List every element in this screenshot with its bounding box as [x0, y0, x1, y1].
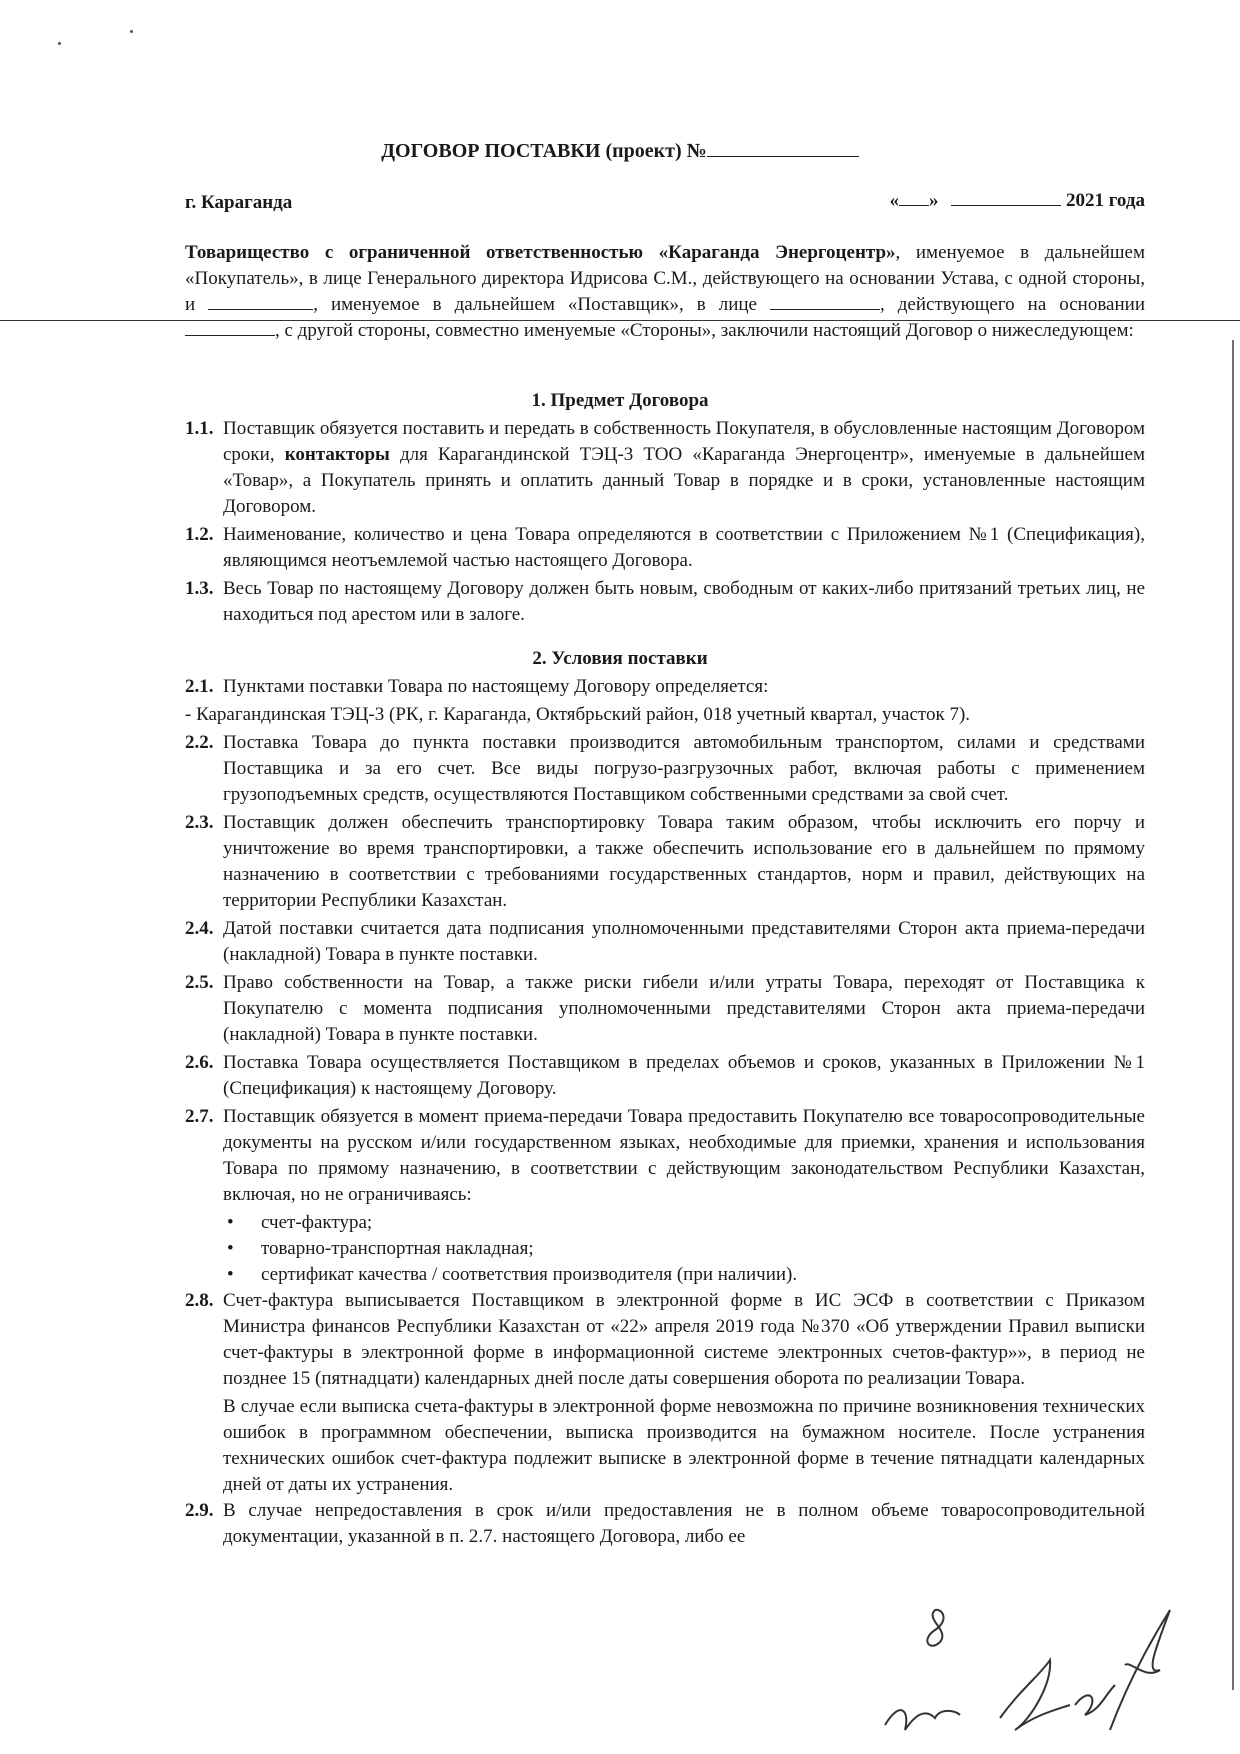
clause-text: Поставка Товара осуществляется Поставщиком в пределах объемов и сроков, указанных в Приложении №1 (Спецификация) к настоящему Договору. [223, 1052, 1145, 1099]
scan-horizontal-rule [0, 320, 1240, 321]
clause-number: 1.1. [185, 418, 214, 439]
section-1-items [185, 416, 1145, 630]
intro-part-4: , с другой стороны, совместно именуемые «Стороны», заключили настоящий Договор о нижеследующем: [275, 320, 1134, 341]
date-year: 2021 года [1066, 190, 1145, 211]
section-2-items [185, 674, 1145, 1552]
clause-number: 1.2. [185, 524, 214, 545]
clause-number: 1.3. [185, 578, 214, 599]
clause-text: Счет-фактура выписывается Поставщиком в электронной форме в ИС ЭСФ в соответствии с Приказом Министра финансов Республики Казахстан от «22» апреля 2019 года №370 «Об утверждении Правил выписки счет-фактуры в электронной форме в информационной системе электронных счетов-фактур»», в период не позднее 15 (пятнадцати) календарных дней после даты совершения оборота по реализации Товара. [223, 1290, 1145, 1389]
clause-2-8 [185, 1288, 1145, 1392]
list-item: • сертификат качества / соответствия производителя (при наличии). [227, 1262, 1145, 1288]
list-item: • товарно-транспортная накладная; [227, 1236, 1145, 1262]
clause-number: 2.2. [185, 732, 214, 753]
clause-number: 2.1. [185, 676, 214, 697]
clause-text-pre: Поставщик обязуется поставить и передать в собственность Покупателя, в обусловленные настоящим Договором сроки, [223, 418, 1145, 465]
document-title [0, 140, 1240, 163]
clause-1-3 [185, 576, 1145, 628]
clause-2-5 [185, 970, 1145, 1048]
intro-paragraph [185, 240, 1145, 344]
date-close-quote: » [929, 190, 939, 211]
day-blank [899, 190, 929, 206]
intro-part-2: , именуемое в дальнейшем «Поставщик», в лице [313, 294, 757, 315]
clause-1-2 [185, 522, 1145, 574]
contract-date [890, 190, 1145, 212]
documents-list [185, 1210, 1145, 1288]
section-1-heading: 1. Предмет Договора [531, 390, 709, 411]
clause-2-2 [185, 730, 1145, 808]
clause-text-post: для Карагандинской ТЭЦ-3 ТОО «Караганда Энергоцентр», именуемые в дальнейшем «Товар», а Покупатель принять и оплатить данный Товар в порядке и в сроки, установленные настоящим Договором. [223, 444, 1145, 517]
intro-part-1: , именуемое в дальнейшем «Покупатель», в лице Генерального директора Идрисова С.М., действующего на основании Устава, с одной стороны, и [185, 242, 1146, 315]
scan-edge-line [1232, 340, 1234, 1690]
list-item: • счет-фактура; [227, 1210, 1145, 1236]
clause-number: 2.3. [185, 812, 214, 833]
clause-2-7 [185, 1104, 1145, 1208]
scan-speck [130, 30, 133, 33]
supplier-basis-blank [185, 319, 275, 336]
handwritten-signatures [880, 1590, 1180, 1740]
clause-text: Поставщик должен обеспечить транспортировку Товара таким образом, чтобы исключить его порчу и уничтожение во время транспортировки, а также обеспечить использование его в дальнейшем по прямому назначению в соответствии с требованиями государственных стандартов, норм и правил, действующих на территории Республики Казахстан. [223, 812, 1145, 911]
clause-2-4 [185, 916, 1145, 968]
scan-speck [58, 42, 61, 45]
clause-1-1 [185, 416, 1145, 520]
supplier-representative-blank [770, 293, 880, 310]
clause-number: 2.4. [185, 918, 214, 939]
clause-text: Пунктами поставки Товара по настоящему Договору определяется: [223, 676, 769, 697]
clause-2-8-paragraph-2: В случае если выписка счета-фактуры в электронной форме невозможна по причине возникновения технических ошибок в программном обеспечении, выписка производится на бумажном носителе. После устранения технических ошибок счет-фактура подлежит выписке в электронной форме в течение пятнадцати календарных дней от даты их устранения. [223, 1396, 1145, 1495]
city: г. Караганда [185, 192, 293, 213]
contract-number-blank [707, 140, 859, 157]
clause-text: Поставка Товара до пункта поставки производится автомобильным транспортом, силами и средствами Поставщика и за его счет. Все виды погрузо-разгрузочных работ, включая работы с применением грузоподъемных средств, осуществляются Поставщиком собственными средствами за свой счет. [223, 732, 1145, 805]
clause-number: 2.7. [185, 1106, 214, 1127]
clause-text: В случае непредоставления в срок и/или предоставления не в полном объеме товаросопроводительной документации, указанной в п. 2.7. настоящего Договора, либо ее [223, 1500, 1145, 1547]
delivery-point [185, 702, 1145, 728]
clause-text: Датой поставки считается дата подписания уполномоченными представителями Сторон акта приема-передачи (накладной) Товара в пункте поставки. [223, 918, 1145, 965]
clause-text: Наименование, количество и цена Товара определяются в соответствии с Приложением №1 (Спецификация), являющимся неотъемлемой частью настоящего Договора. [223, 524, 1145, 571]
date-open-quote: « [889, 190, 900, 211]
clause-number: 2.8. [185, 1290, 214, 1311]
intro-part-3: , действующего на основании [879, 294, 1145, 315]
delivery-point-text: - Карагандинская ТЭЦ-3 (РК, г. Караганда, Октябрьский район, 018 учетный квартал, участок 7). [185, 704, 971, 725]
clause-text-bold: контакторы [284, 444, 390, 465]
buyer-name: Товарищество с ограниченной ответственностью «Караганда Энергоцентр» [185, 242, 896, 263]
month-blank [951, 190, 1061, 206]
clause-text: Право собственности на Товар, а также риски гибели и/или утраты Товара, переходят от Поставщика к Покупателю с момента подписания уполномоченными представителями Сторон акта приема-передачи (накладной) Товара в пункте поставки. [223, 972, 1145, 1045]
clause-number: 2.9. [185, 1500, 214, 1521]
clause-number: 2.5. [185, 972, 214, 993]
document-title-text: ДОГОВОР ПОСТАВКИ (проект) № [381, 140, 707, 162]
clause-text [223, 416, 1145, 520]
clause-2-6 [185, 1050, 1145, 1102]
clause-2-9 [185, 1498, 1145, 1550]
clause-number: 2.6. [185, 1052, 214, 1073]
clause-2-1 [185, 674, 1145, 700]
clause-2-3 [185, 810, 1145, 914]
supplier-name-blank [208, 293, 313, 310]
clause-text: Весь Товар по настоящему Договору должен быть новым, свободным от каких-либо притязаний третьих лиц, не находиться под арестом или в залоге. [223, 578, 1145, 625]
section-2-heading: 2. Условия поставки [532, 648, 708, 669]
clause-text: Поставщик обязуется в момент приема-передачи Товара предоставить Покупателю все товаросопроводительные документы на русском и/или государственном языках, необходимые для приемки, хранения и использования Товара по прямому назначению, в соответствии с действующим законодательством Республики Казахстан, включая, но не ограничиваясь: [223, 1106, 1145, 1205]
